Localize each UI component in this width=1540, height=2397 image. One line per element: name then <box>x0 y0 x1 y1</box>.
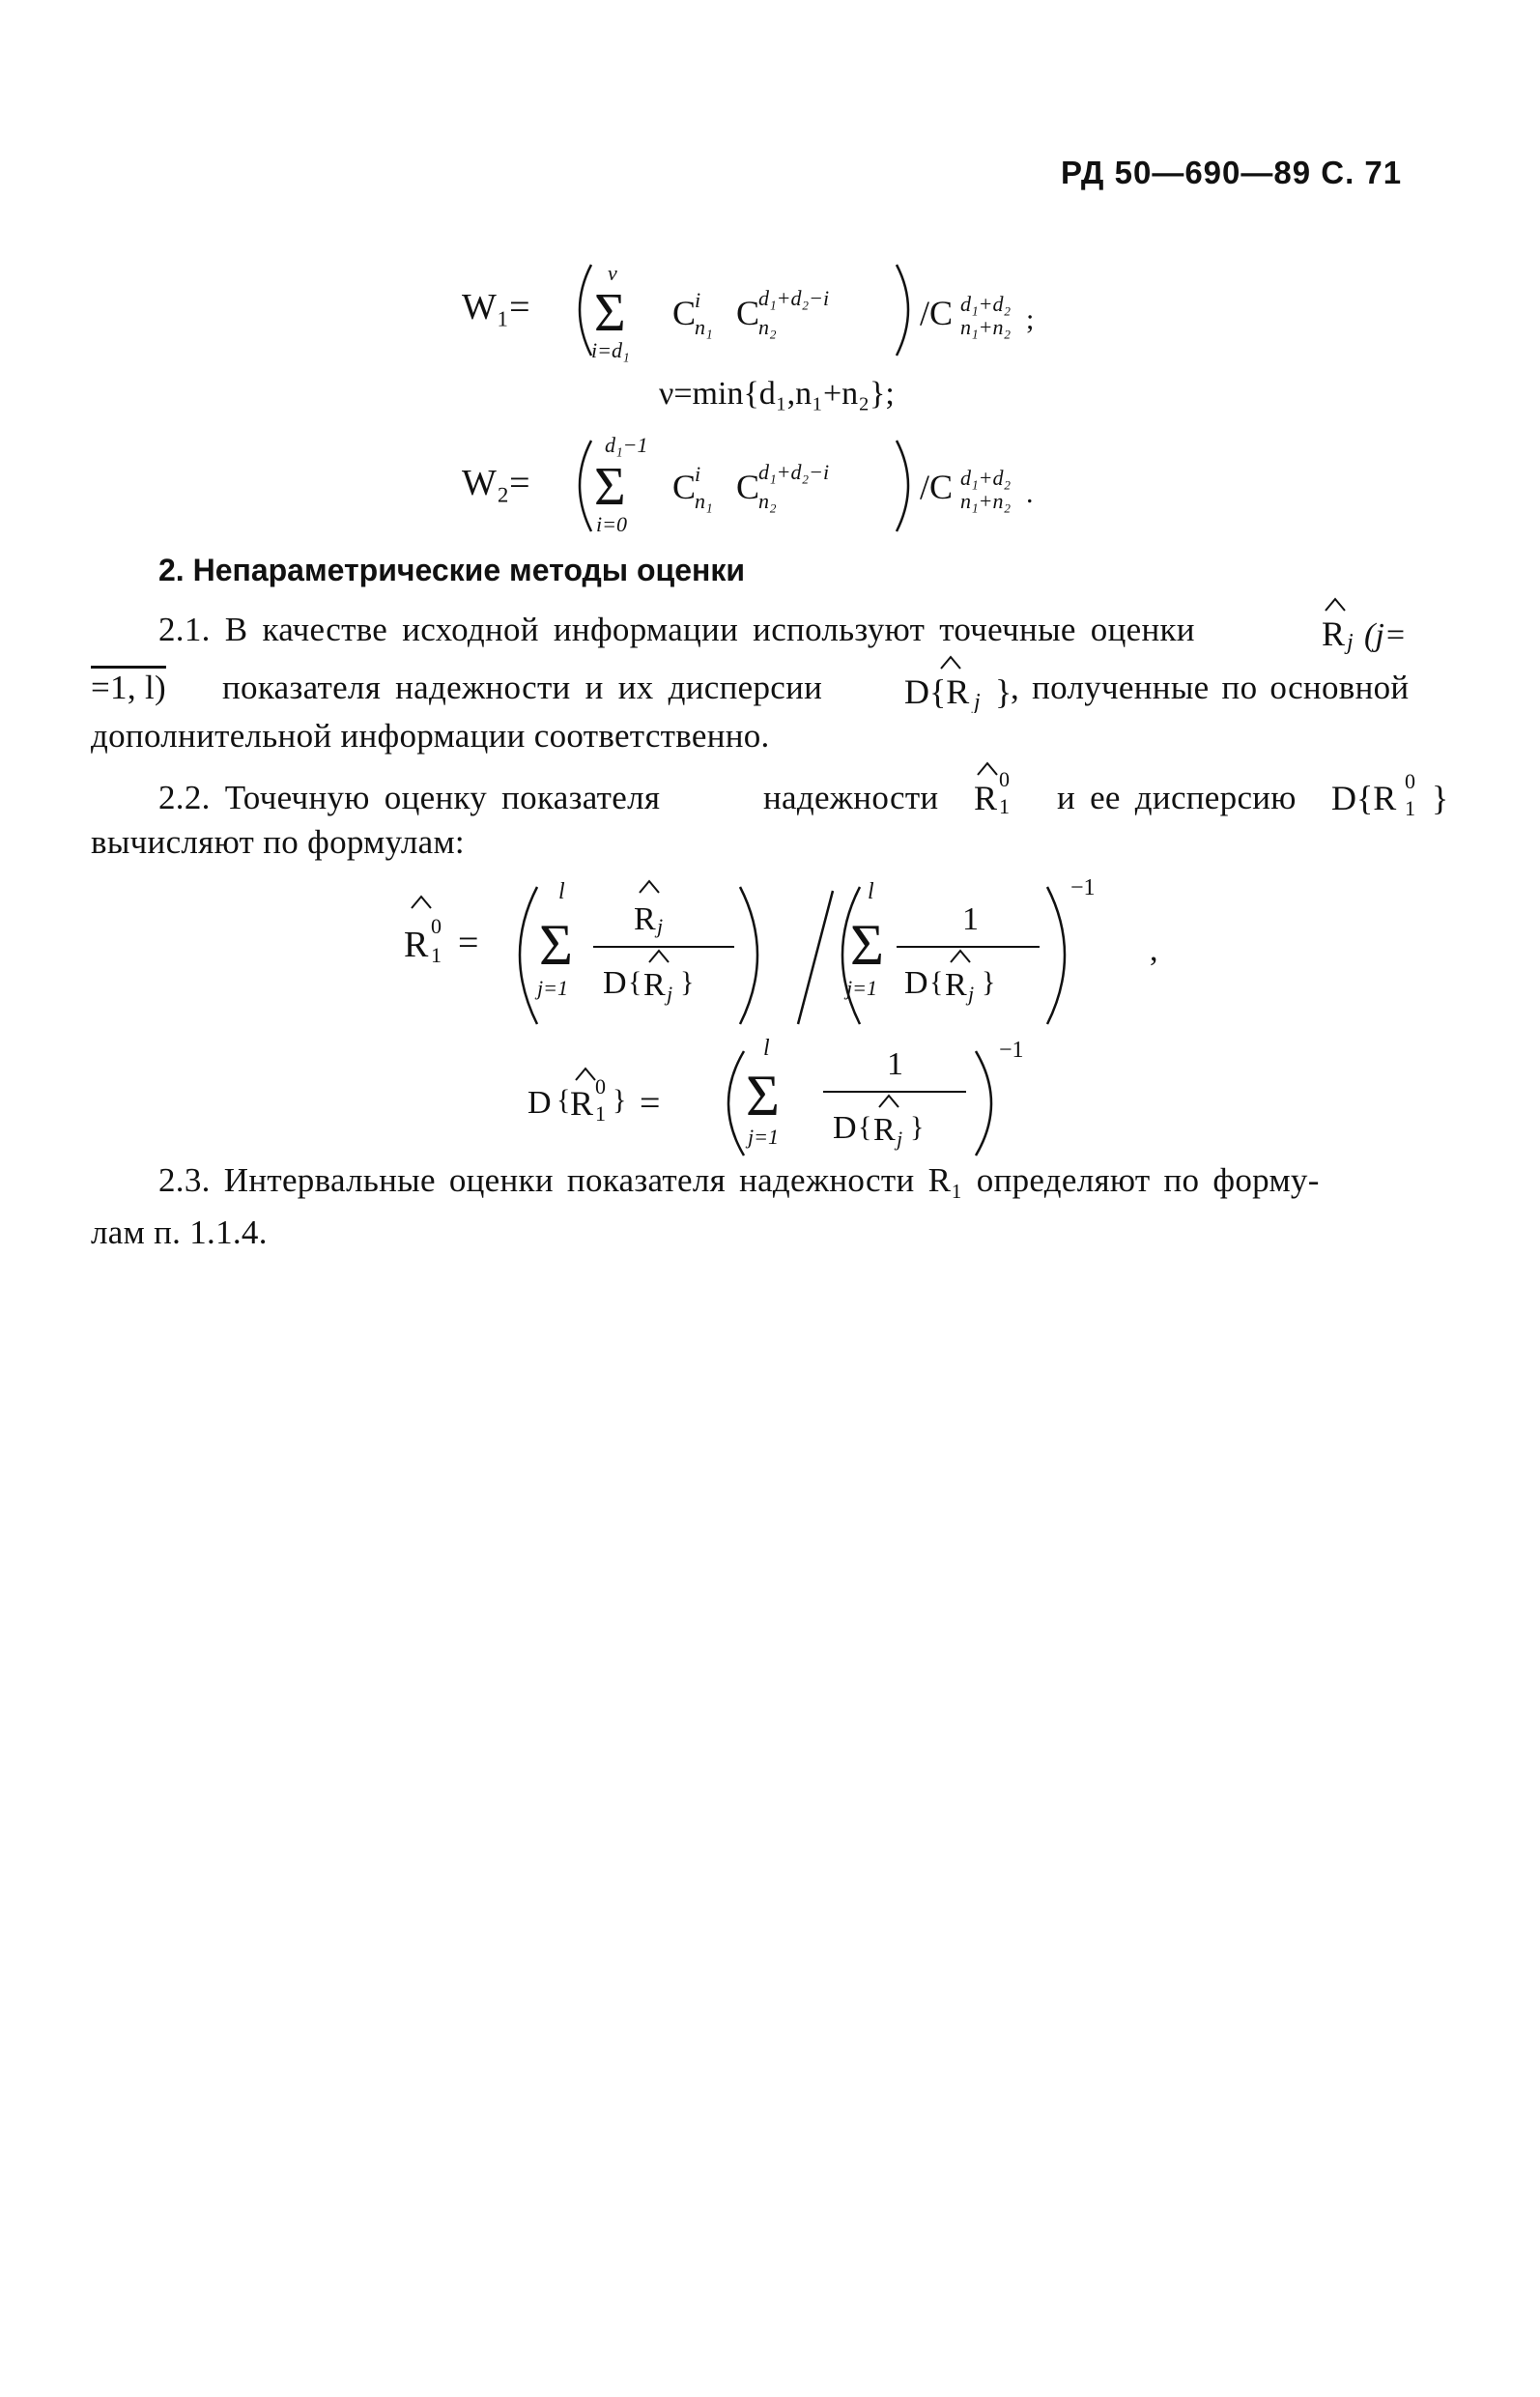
svg-text:D: D <box>904 965 928 1001</box>
w1-label: W₁= <box>462 287 530 328</box>
svg-text:n₂: n₂ <box>758 315 777 339</box>
r-sum2-symbol: Σ <box>850 913 884 977</box>
svg-text:/C: /C <box>920 294 954 332</box>
svg-text:j: j <box>657 914 664 938</box>
para-2-1-line1: 2.1. В качестве исходной информации используют точечные оценки <box>158 611 1195 648</box>
svg-text:{: { <box>929 966 944 998</box>
w1-sum-symbol: Σ <box>594 283 626 343</box>
svg-text:R: R <box>634 901 656 937</box>
para-2-2-line1-c: и ее дисперсию <box>1057 779 1297 816</box>
svg-text:R: R <box>404 925 429 965</box>
svg-text:n₁+n₂: n₁+n₂ <box>960 315 1012 339</box>
svg-text:d₁+d₂−i: d₁+d₂−i <box>758 286 830 310</box>
svg-text:C: C <box>736 468 760 506</box>
svg-text:i: i <box>695 462 701 486</box>
r-j-hat-symbol <box>1314 587 1449 655</box>
svg-text:/C: /C <box>920 468 954 506</box>
svg-text:}: } <box>982 966 996 998</box>
w1-sum-upper: ν <box>608 261 617 285</box>
svg-text:C: C <box>672 468 697 506</box>
r-sum1-lower: j=1 <box>537 976 568 1000</box>
svg-text:R: R <box>974 779 998 817</box>
svg-text:=: = <box>640 1083 661 1124</box>
svg-text:j: j <box>897 1127 903 1151</box>
svg-text:i: i <box>695 288 701 312</box>
formula-w1-w2 <box>0 242 1540 551</box>
svg-text:.: . <box>1026 477 1034 509</box>
para-2-1-line3: дополнительной информации соответственно. <box>91 717 770 755</box>
para-2-3-line2: лам п. 1.1.4. <box>91 1213 268 1251</box>
svg-text:R: R <box>570 1084 594 1123</box>
r-sum2-upper: l <box>868 879 874 904</box>
para-2-1-line2-mid: показателя надежности и их дисперсии <box>222 669 823 706</box>
d-exp1: −1 <box>999 1038 1024 1063</box>
svg-text:;: ; <box>1026 303 1035 335</box>
svg-text:d₁+d₂: d₁+d₂ <box>960 466 1012 490</box>
svg-text:j: j <box>974 690 981 713</box>
section-heading: 2. Непараметрические методы оценки <box>158 553 745 587</box>
svg-text:D: D <box>833 1110 857 1146</box>
svg-text:0: 0 <box>999 767 1010 791</box>
svg-text:D: D <box>528 1085 552 1121</box>
d-sum-symbol: Σ <box>746 1064 780 1127</box>
svg-text:0: 0 <box>595 1074 606 1099</box>
svg-text:d₁+d₂: d₁+d₂ <box>960 292 1012 316</box>
svg-text:C: C <box>672 294 697 332</box>
page-header: РД 50—690—89 С. 71 <box>1061 155 1403 190</box>
svg-text:j: j <box>1347 630 1354 655</box>
w2-label: W₂= <box>462 463 530 503</box>
svg-text:j: j <box>968 982 975 1006</box>
para-2-2-line1-a: 2.2. Точечную оценку показателя <box>158 779 661 816</box>
para-2-2-line2: вычисляют по формулам: <box>91 823 465 861</box>
svg-text:,: , <box>1150 932 1158 968</box>
w2-sum-upper: d₁−1 <box>605 433 648 457</box>
svg-text:}: } <box>995 672 1012 711</box>
svg-text:1: 1 <box>595 1101 606 1126</box>
svg-text:1: 1 <box>431 943 442 967</box>
svg-text:n₁: n₁ <box>695 315 713 339</box>
para-2-1-line2-start: =1, l) <box>91 669 166 706</box>
svg-text:(j=: (j= <box>1364 617 1407 653</box>
w2-sum-lower: i=0 <box>596 512 627 536</box>
para-2-3-line1: 2.3. Интервальные оценки показателя надежности R₁ определяют по форму- <box>158 1161 1320 1199</box>
svg-text:D: D <box>603 965 627 1001</box>
svg-text:}: } <box>613 1084 627 1116</box>
svg-text:0: 0 <box>1405 769 1415 793</box>
formula-r1-0 <box>0 870 1540 1043</box>
svg-text:R: R <box>1322 614 1346 653</box>
svg-text:=: = <box>458 923 479 963</box>
nu-definition: ν=min{d₁,n₁+n₂}; <box>659 376 895 412</box>
svg-text:R: R <box>873 1112 896 1148</box>
svg-text:n₁+n₂: n₁+n₂ <box>960 489 1012 513</box>
svg-text:0: 0 <box>431 914 442 938</box>
svg-text:}: } <box>910 1111 925 1143</box>
svg-text:{: { <box>556 1084 571 1116</box>
formula-d-r1-0 <box>0 1036 1540 1161</box>
r-sum2-lower: j=1 <box>846 976 877 1000</box>
svg-text:1: 1 <box>962 901 979 937</box>
r1-0-hat-symbol <box>970 750 1038 817</box>
para-2-1-line2-end: , полученные по основной <box>1011 669 1410 706</box>
svg-text:R: R <box>945 967 967 1003</box>
r-sum1-symbol: Σ <box>539 913 573 977</box>
para-2-2-line1-b: надежности <box>763 779 939 816</box>
svg-text:}: } <box>680 966 695 998</box>
svg-text:j: j <box>667 982 673 1006</box>
r-sum1-upper: l <box>558 879 565 904</box>
d-sum-lower: j=1 <box>748 1125 779 1149</box>
svg-text:d₁+d₂−i: d₁+d₂−i <box>758 460 830 484</box>
svg-text:{: { <box>858 1111 872 1143</box>
svg-text:n₁: n₁ <box>695 489 713 513</box>
svg-text:}: } <box>1432 779 1449 817</box>
svg-text:D{R: D{R <box>1331 779 1397 817</box>
svg-text:1: 1 <box>999 794 1010 817</box>
svg-text:R: R <box>643 967 666 1003</box>
w2-sum-symbol: Σ <box>594 457 626 517</box>
w1-sum-lower: i=d₁ <box>591 338 630 362</box>
d-r1-0-symbol <box>1327 754 1463 821</box>
d-sum-upper: l <box>763 1036 770 1061</box>
svg-text:D{R: D{R <box>904 672 970 711</box>
svg-text:n₂: n₂ <box>758 489 777 513</box>
svg-text:{: { <box>628 966 642 998</box>
svg-text:C: C <box>736 294 760 332</box>
r-exp1: −1 <box>1070 875 1096 900</box>
svg-text:1: 1 <box>1405 796 1415 820</box>
svg-text:1: 1 <box>887 1046 903 1082</box>
